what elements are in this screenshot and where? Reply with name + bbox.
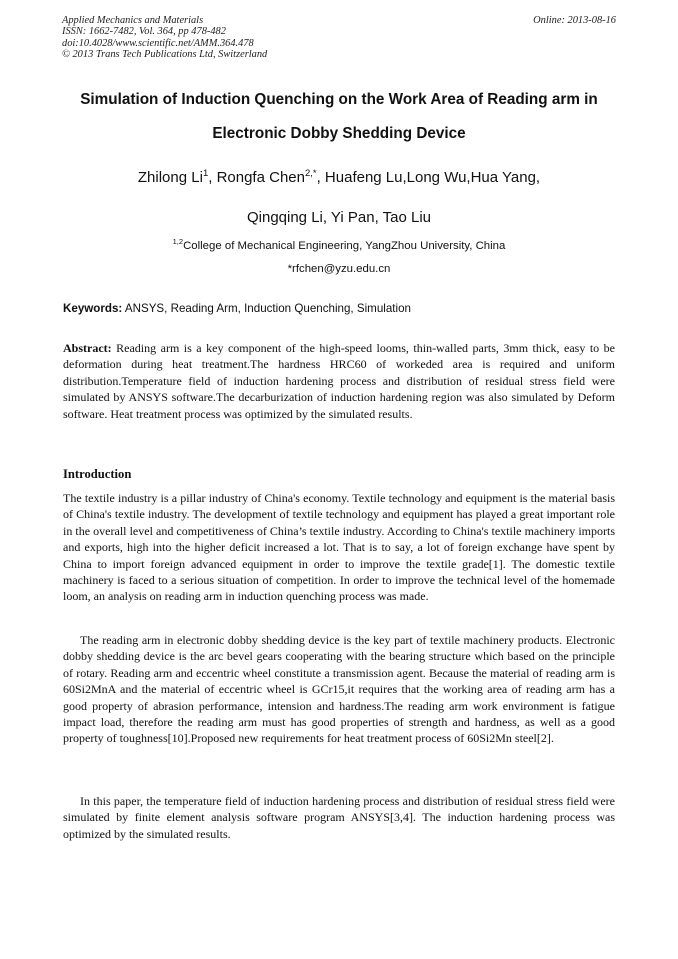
author-affiliation-mark: 1 bbox=[202, 168, 209, 179]
copyright-line: © 2013 Trans Tech Publications Ltd, Switzerland bbox=[62, 49, 268, 61]
paper-title-line-2: Electronic Dobby Shedding Device bbox=[212, 125, 466, 142]
affiliation bbox=[30, 237, 648, 252]
affiliation-mark: 1,2 bbox=[172, 237, 184, 246]
author-affiliation-mark: 2,* bbox=[304, 168, 317, 179]
journal-header bbox=[62, 15, 616, 61]
affiliation-text: College of Mechanical Engineering, YangZhou University, China bbox=[183, 239, 506, 252]
author-name: Zhilong Li bbox=[137, 169, 203, 186]
doi-line: doi:10.4028/www.scientific.net/AMM.364.478 bbox=[62, 37, 254, 49]
intro-paragraph-1: The textile industry is a pillar industry of China's economy. Textile technology and equipment is the material basis of China's textile industry. The development of textile technology and equipment has played a great important role in the overall level and competitiveness of China’s textile industry. According to China's textile machinery imports and exports, high into the higher deficit increased a lot. That is to say, a lot of foreign exchange have spent by China to import foreign advanced equipment in order to improve the textile grade[1]. The domestic textile machinery is faced to a serious situation of competition. In order to improve the technical level of the homemade loom, an analysis on reading arm in induction quenching process was made. bbox=[63, 491, 615, 604]
abstract-label: Abstract: bbox=[63, 341, 112, 355]
section-heading-introduction: Introduction bbox=[63, 467, 132, 481]
keywords-text: ANSYS, Reading Arm, Induction Quenching, Simulation bbox=[122, 302, 411, 315]
author-names: , Huafeng Lu,Long Wu,Hua Yang, bbox=[316, 169, 541, 186]
author-name: , Rongfa Chen bbox=[208, 169, 305, 186]
abstract-text: Reading arm is a key component of the high-speed looms, thin-walled parts, 3mm thick, easy to be deformation during heat treatment.The hardness HRC60 of workeded area is required and uniform distribution.Temperature field of induction hardening process and distribution of residual stress field were simulated by ANSYS software.The decarburization of induction hardening region was also simulated by Deform software. Heat treatment process was optimized by the simulated results. bbox=[63, 341, 615, 421]
online-date: Online: 2013-08-16 bbox=[533, 15, 616, 26]
author-list-line-1 bbox=[30, 168, 648, 186]
abstract bbox=[63, 340, 615, 422]
author-list-line-2: Qingqing Li, Yi Pan, Tao Liu bbox=[246, 209, 432, 226]
intro-paragraph-3: In this paper, the temperature field of induction hardening process and distribution of residual stress field were simulated by finite element analysis software program ANSYS[3,4]. The induction hardening process was optimized by the simulated results. bbox=[63, 794, 615, 841]
paper-title-line-1: Simulation of Induction Quenching on the Work Area of Reading arm in bbox=[80, 91, 598, 108]
journal-name: Applied Mechanics and Materials bbox=[62, 15, 204, 26]
keywords-label: Keywords: bbox=[63, 302, 123, 315]
corresponding-email: *rfchen@yzu.edu.cn bbox=[287, 263, 391, 275]
keywords bbox=[63, 302, 617, 315]
issn-line: ISSN: 1662-7482, Vol. 364, pp 478-482 bbox=[62, 26, 226, 38]
intro-paragraph-2: The reading arm in electronic dobby shedding device is the key part of textile machinery products. Electronic dobby shedding device is the arc bevel gears cooperating with the bearing structure which based on the principle of rotary. Reading arm and eccentric wheel constitute a transmission agent. Because the material of reading arm is 60Si2MnA and the material of eccentric wheel is GCr15,it requires that the working area of reading arm has a good property of abrasion performance, intension and hardness.The reading arm work environment is fatigue impact load, therefore the reading arm must has good properties of strength and hardness, as well as a good property of toughness[10].Proposed new requirements for heat treatment process of 60Si2Mn steel[2]. bbox=[63, 633, 615, 746]
